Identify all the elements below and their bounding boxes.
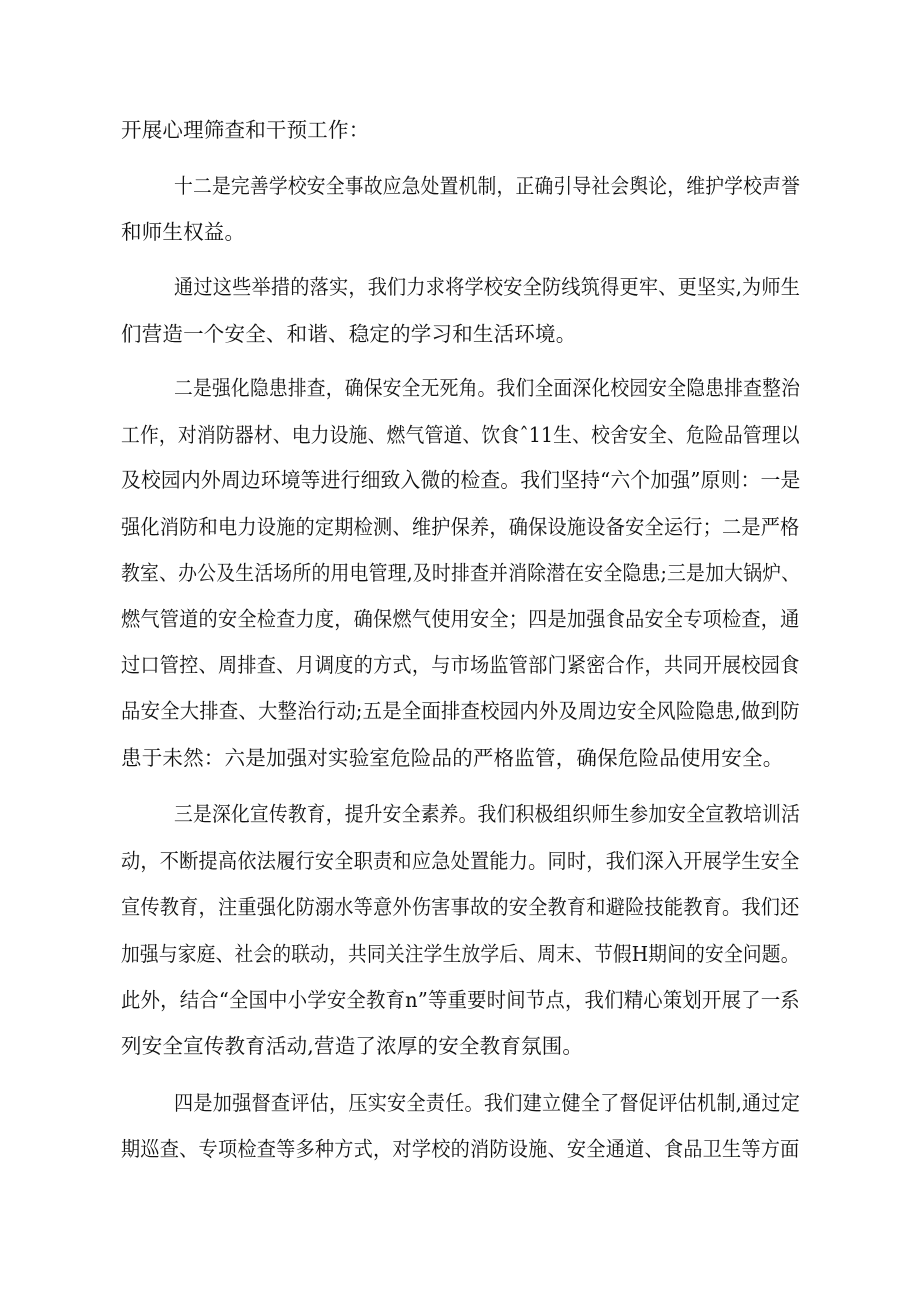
text-line: 列安全宣传教育活动,营造了浓厚的安全教育氛围。 [121, 1034, 584, 1058]
text-line: 和师生权益。 [121, 220, 246, 244]
text-line: 及校园内外周边环境等进行细致入微的检查。我们坚持“六个加强”原则：一是 [121, 468, 801, 492]
text-line: 开展心理筛查和干预工作： [121, 118, 370, 142]
text-line: 二是强化隐患排查，确保安全无死角。我们全面深化校园安全隐患排查整治 [174, 376, 801, 400]
text-line: 十二是完善学校安全事故应急处置机制，正确引导社会舆论，维护学校声誉 [174, 174, 801, 198]
text-line: 通过这些举措的落实，我们力求将学校安全防线筑得更牢、更坚实,为师生 [174, 275, 801, 299]
text-line: 教室、办公及生活场所的用电管理,及时排查并消除潜在安全隐患;三是加大锅炉、 [121, 561, 801, 585]
text-line: 加强与家庭、社会的联动，共同关注学生放学后、周末、节假H期间的安全问题。 [121, 942, 800, 966]
text-line: 期巡查、专项检查等多种方式，对学校的消防设施、安全通道、食品卫生等方面 [121, 1137, 800, 1161]
text-line: 患于未然：六是加强对实验室危险品的严格监管，确保危险品使用安全。 [121, 746, 784, 770]
text-line: 动，不断提高依法履行安全职责和应急处置能力。同时，我们深入开展学生安全 [121, 849, 800, 873]
text-line: 三是深化宣传教育，提升安全素养。我们积极组织师生参加安全宣教培训活 [174, 802, 801, 826]
text-line: 强化消防和电力设施的定期检测、维护保养，确保设施设备安全运行；二是严格 [121, 515, 800, 539]
text-line: 品安全大排查、大整治行动;五是全面排查校园内外及周边安全风险隐患,做到防 [121, 699, 800, 723]
text-line: 宣传教育，注重强化防溺水等意外伤害事故的安全教育和避险技能教育。我们还 [121, 895, 800, 919]
text-line: 们营造一个安全、和谐、稳定的学习和生活环境。 [121, 322, 577, 346]
text-line: 过口管控、周排查、月调度的方式，与市场监管部门紧密合作，共同开展校园食 [121, 653, 800, 677]
text-line: 此外，结合“全国中小学安全教育n”等重要时间节点，我们精心策划开展了一系 [121, 988, 800, 1012]
text-line: 燃气管道的安全检查力度，确保燃气使用安全；四是加强食品安全专项检查，通 [121, 607, 800, 631]
text-line: 工作，对消防器材、电力设施、燃气管道、饮食ˆ11生、校舍安全、危险品管理以 [121, 423, 800, 447]
text-line: 四是加强督查评估，压实安全责任。我们建立健全了督促评估机制,通过定 [174, 1091, 801, 1115]
